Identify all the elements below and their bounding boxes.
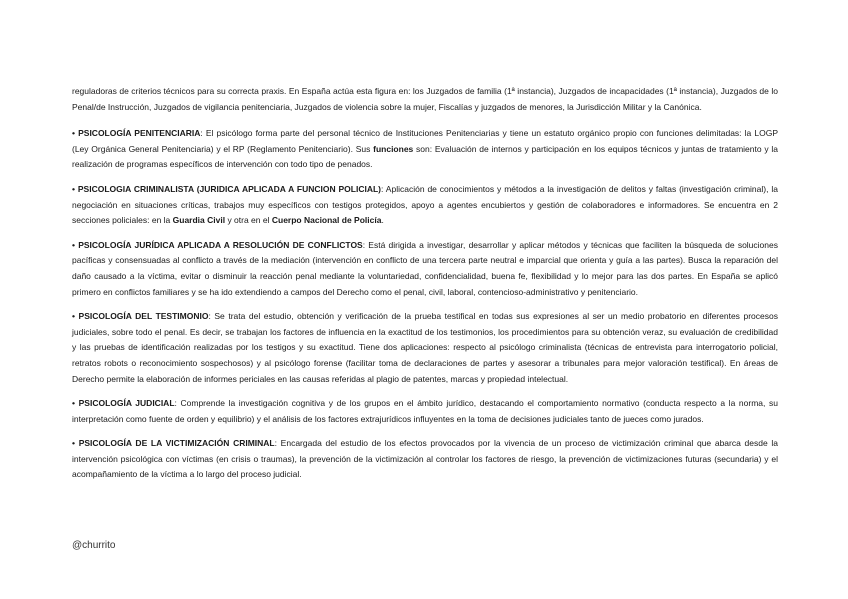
section-bold: Cuerpo Nacional de Policía: [271, 215, 382, 226]
author-handle: @churrito: [72, 540, 116, 551]
bullet: •: [72, 183, 75, 194]
bullet: •: [72, 398, 75, 409]
bullet: •: [72, 311, 75, 322]
section-text: : Aplicación de conocimientos y métodos a la investigación de delitos y faltas (investigación criminal), la negociación en situaciones críticas, trabajos muy específicos con testigos protegidos, apoyo a agentes encubiertos y gestión de colaboradores e informadores. Se encuentra en 2 secciones policiales: en la: [72, 183, 778, 226]
intro-paragraph: reguladoras de criterios técnicos para su correcta praxis. En España actúa esta figura en: los Juzgados de familia (1ª instancia), Juzgados de incapacidades (1ª instancia), Juzgados de lo Penal/de Instrucción, Juzgados de vigilancia penitenciaria, Juzgados de violencia sobre la mujer, Fiscalías y juzgados de menores, la Jurisdicción Militar y la Canónica.: [72, 86, 778, 112]
section-testimonio: [72, 309, 778, 387]
section-victimizacion: [72, 436, 778, 483]
section-title: PSICOLOGÍA JURÍDICA APLICADA A RESOLUCIÓN DE CONFLICTOS: [78, 239, 363, 250]
section-title: PSICOLOGÍA JUDICIAL: [78, 398, 175, 409]
section-text: : Comprende la investigación cognitiva y de los grupos en el ámbito jurídico, destacando el comportamiento normativo (conducta respecto a la norma, su interpretación como fuente de orden y equilibrio) y el análisis de los factores extrajurídicos influyentes en la toma de decisiones judiciales tanto de jueces como jurados.: [72, 398, 778, 424]
document-body: [72, 84, 778, 492]
section-bold: Guardia Civil: [172, 215, 226, 226]
bullet: •: [72, 128, 75, 139]
section-text: .: [381, 215, 384, 226]
section-title: PSICOLOGIA CRIMINALISTA (JURIDICA APLICADA A FUNCION POLICIAL): [77, 183, 381, 194]
section-title: PSICOLOGÍA DE LA VICTIMIZACIÓN CRIMINAL: [78, 438, 275, 449]
section-text: : El psicólogo forma parte del personal técnico de Instituciones Penitenciarias y tiene un estatuto orgánico propio con funciones delimitadas: la LOGP (Ley Orgánica General Penitenciaria) y el RP (Reglamento Penitenciario). Sus: [72, 128, 778, 154]
section-penitenciaria: [72, 126, 778, 173]
section-text: y otra en el: [225, 215, 272, 226]
section-bold: funciones: [373, 143, 414, 154]
section-text: son: Evaluación de internos y participación en los equipos técnicos y juntas de tratamiento y la realización de programas específicos de intervención con todo tipo de penados.: [72, 143, 778, 170]
section-text: : Se trata del estudio, obtención y verificación de la prueba testifical en todas sus expresiones al ser un medio probatorio en diferentes procesos judiciales, sobre todo el penal. Es decir, se trabajan los factores de influencia en la exactitud de los testimonios, los procedimientos para su obtención veraz, su evaluación de credibilidad y las pruebas de identificación realizadas por los testigos y su exactitud. Tiene dos aplicaciones: respecto al psicólogo criminalista (técnicas de entrevista para interrogatorio policial, retratos robots o reconocimiento sospechosos) y al psicólogo forense (facilitar toma de declaraciones de partes y asesorar a tribunales para mejor valoración testifical). En áreas de Derecho permite la elaboración de informes periciales en las causas referidas al plagio de patentes, marcas y propiedad intelectual.: [72, 311, 778, 384]
section-judicial: [72, 396, 778, 427]
section-text: : Está dirigida a investigar, desarrollar y aplicar métodos y técnicas que faciliten la búsqueda de soluciones pacíficas y consensuadas al conflicto a través de la mediación (intervención en conflicto de una tercera parte neutral e imparcial que orienta y guía a las partes). Busca la reparación del daño causado a la víctima, evitar o disminuir la reacción penal mediante la voluntariedad, confidencialidad, buena fe, flexibilidad y lo mejor para las dos partes. En España se aplicó primero en conflictos familiares y se ha ido extendiendo a campos del Derecho como el penal, civil, laboral, contencioso-administrativo y penitenciario.: [72, 239, 778, 297]
bullet: •: [72, 438, 75, 449]
section-criminalista: [72, 182, 778, 229]
bullet: •: [72, 239, 75, 250]
section-title: PSICOLOGÍA DEL TESTIMONIO: [78, 311, 209, 322]
section-conflictos: [72, 238, 778, 300]
section-title: PSICOLOGÍA PENITENCIARIA: [78, 128, 201, 139]
section-text: : Encargada del estudio de los efectos provocados por la vivencia de un proceso de victimización criminal que abarca desde la intervención psicológica con víctimas (en crisis o traumas), la prevención de la victimización al controlar los factores de riesgo, la prevención de victimizaciones futuras (secundaria) y el acompañamiento de la víctima a lo largo del proceso judicial.: [72, 438, 778, 480]
